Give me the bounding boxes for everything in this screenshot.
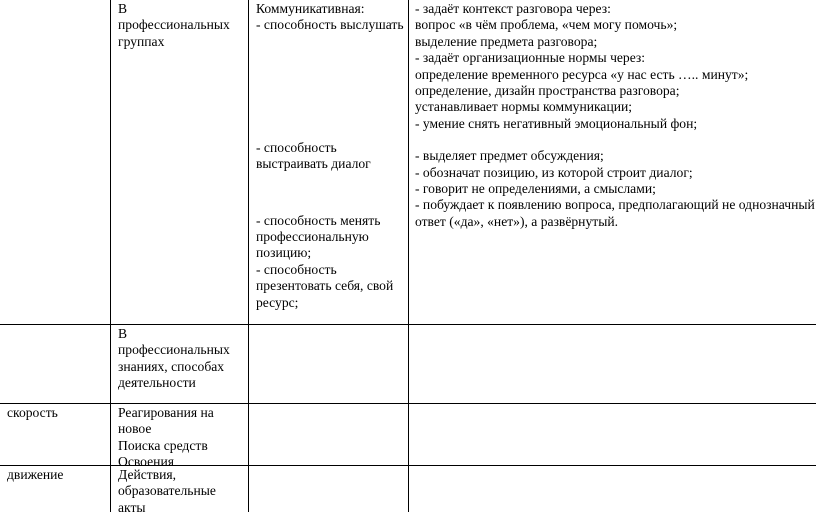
text-line: В <box>118 326 128 341</box>
text-line: определение временного ресурса «у нас есть ….. минут»; <box>415 66 749 82</box>
text-line: Коммуникативная: <box>256 1 365 16</box>
text-line: - обозначат позицию, из которой строит диалог; <box>415 164 693 180</box>
row2-col3-cell <box>249 325 409 404</box>
text-line: определение, дизайн пространства разговора; <box>415 83 680 99</box>
row3-col2-cell <box>111 404 249 470</box>
row2-col2-cell <box>111 325 249 404</box>
text-line: Реагирования на <box>118 405 214 420</box>
text-line: знаниях, способах <box>118 358 225 374</box>
text-line: профессиональных <box>118 342 230 358</box>
movement-label: движение <box>7 467 64 482</box>
row1-col3-cell <box>249 0 409 325</box>
row4-col3-cell <box>249 466 409 512</box>
row3-col3-cell <box>249 404 409 466</box>
text-line: устанавливает нормы коммуникации; <box>415 99 633 115</box>
text-line: выделение предмета разговора; <box>415 33 598 49</box>
row3-col4-cell <box>409 404 816 466</box>
text-line: - способность выслушать <box>256 17 404 33</box>
text-line: группах <box>118 33 165 49</box>
text-line: - способность менять <box>256 212 381 228</box>
text-line: акты <box>118 499 146 515</box>
speed-label: скорость <box>7 405 58 420</box>
dialog-behaviour-group <box>415 148 816 230</box>
position-group <box>256 213 408 311</box>
text-line: Поиска средств <box>118 437 208 453</box>
text-line: позицию; <box>256 245 312 261</box>
row4-col2-cell <box>111 466 249 515</box>
row2-col4-cell <box>409 325 816 404</box>
text-line: - говорит не определениями, а смыслами; <box>415 181 656 197</box>
text-line: образовательные <box>118 483 216 499</box>
text-line: Освоения <box>118 454 174 470</box>
text-line: ответ («да», «нет»), а развёрнутый. <box>415 213 619 229</box>
text-line: презентовать себя, свой <box>256 278 394 294</box>
row3-col1-cell <box>0 404 111 466</box>
text-line: - задаёт контекст разговора через: <box>415 1 611 16</box>
communicative-group <box>256 1 408 34</box>
text-line: - побуждает к появлению вопроса, предполагающий не однозначный <box>415 197 815 213</box>
text-line: вопрос «в чём проблема, «чем могу помочь»; <box>415 17 678 33</box>
row1-col1-cell <box>0 0 111 325</box>
row1-col4-cell <box>409 0 816 325</box>
text-line: деятельности <box>118 375 196 391</box>
text-line: выстраивать диалог <box>256 156 371 172</box>
text-line: профессиональных <box>118 17 230 33</box>
text-line: ресурс; <box>256 294 299 310</box>
dialog-group <box>256 140 408 173</box>
text-line: - умение снять негативный эмоциональный фон; <box>415 115 698 131</box>
text-line: Действия, <box>118 467 177 482</box>
row1-col2-cell <box>111 0 249 325</box>
text-line: В <box>118 1 128 16</box>
text-line: - выделяет предмет обсуждения; <box>415 148 604 164</box>
row2-col1-cell <box>0 325 111 404</box>
context-group <box>415 1 816 132</box>
row4-col4-cell <box>409 466 816 512</box>
text-line: - способность <box>256 139 337 155</box>
text-line: профессиональную <box>256 229 369 245</box>
row4-col1-cell <box>0 466 111 512</box>
text-line: новое <box>118 421 152 437</box>
text-line: - задаёт организационные нормы через: <box>415 50 646 66</box>
text-line: - способность <box>256 261 337 277</box>
